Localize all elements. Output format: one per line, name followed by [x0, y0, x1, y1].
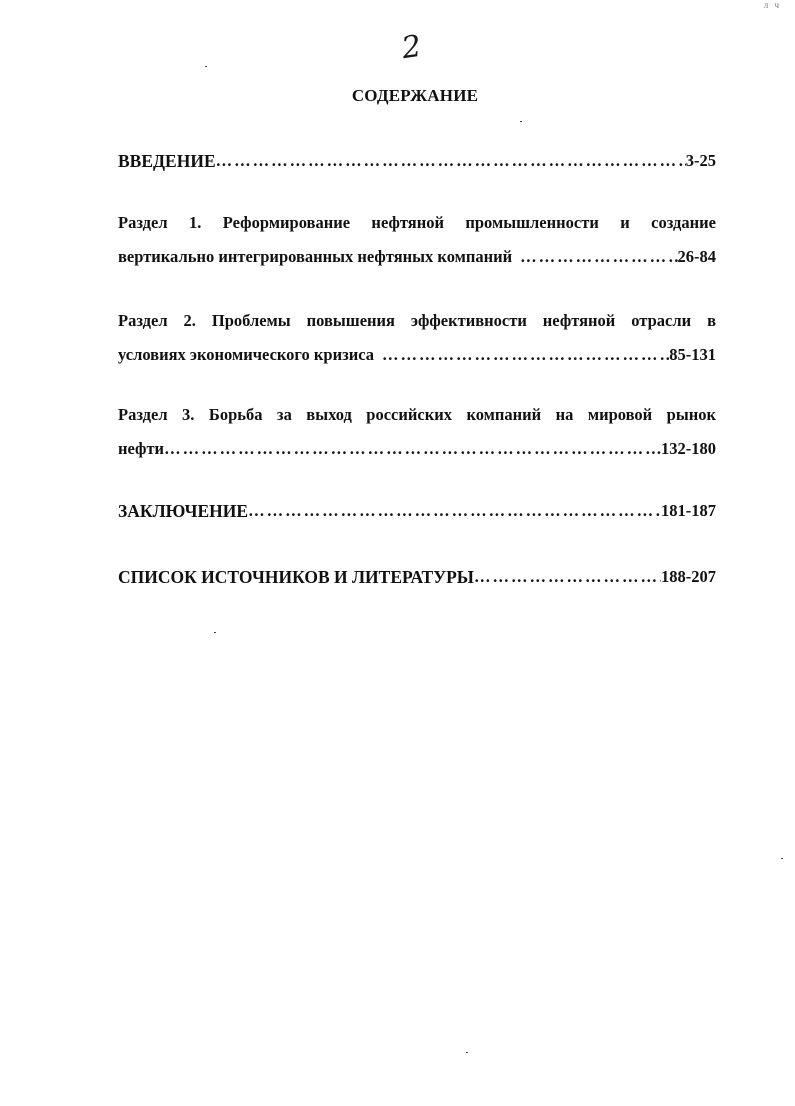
scan-speck [781, 858, 783, 859]
toc-line [118, 144, 716, 178]
toc-line [118, 240, 716, 274]
toc-leader-dots [216, 144, 686, 178]
toc-leader-dots [248, 494, 661, 528]
toc-leader-dots [382, 338, 669, 372]
toc-entry-section-3 [118, 398, 716, 466]
scan-speck [520, 121, 522, 122]
scan-speck [466, 1052, 468, 1053]
scan-speck [205, 66, 207, 67]
handwritten-page-number: 2 [399, 28, 424, 67]
toc-entry-title-continued: условиях экономического кризиса [118, 345, 374, 364]
contents-title: СОДЕРЖАНИЕ [351, 86, 479, 105]
toc-page-range: 188-207 [661, 567, 716, 586]
toc-entry-section-1 [118, 206, 716, 274]
toc-entry-title-continued: вертикально интегрированных нефтяных компаний [118, 247, 513, 266]
toc-entry-title: СПИСОК ИСТОЧНИКОВ И ЛИТЕРАТУРЫ [118, 567, 474, 587]
toc-entry-title: Раздел 1. Реформирование нефтяной промышленности и создание [118, 213, 716, 232]
scan-speck [214, 632, 216, 633]
toc-entry-bibliography [118, 560, 716, 594]
toc-entry-title: Раздел 3. Борьба за выход российских компаний на мировой рынок [118, 405, 716, 424]
toc-entry-title: ЗАКЛЮЧЕНИЕ [118, 501, 249, 521]
toc-line [118, 338, 716, 372]
toc-page-range: 26-84 [677, 247, 716, 266]
toc-entry-title: Раздел 2. Проблемы повышения эффективности нефтяной отрасли в [118, 311, 716, 330]
toc-entry-section-2 [118, 304, 716, 372]
toc-entry-title: ВВЕДЕНИЕ [118, 151, 216, 171]
toc-leader-dots [474, 560, 661, 594]
toc-line [118, 398, 716, 432]
corner-mark: л ч [763, 0, 781, 10]
toc-line [118, 560, 716, 594]
toc-leader-dots [164, 432, 661, 466]
toc-leader-dots [520, 240, 677, 274]
toc-line [118, 494, 716, 528]
toc-page-range: 181-187 [661, 501, 716, 520]
toc-page-range: 85-131 [669, 345, 716, 364]
toc-entry-title-continued: нефти [118, 439, 165, 458]
toc-page-range: 132-180 [661, 439, 716, 458]
toc-line [118, 206, 716, 240]
toc-entry-introduction [118, 144, 716, 178]
toc-entry-conclusion [118, 494, 716, 528]
toc-page-range: 3-25 [685, 151, 716, 170]
toc-line [118, 304, 716, 338]
toc-line [118, 432, 716, 466]
